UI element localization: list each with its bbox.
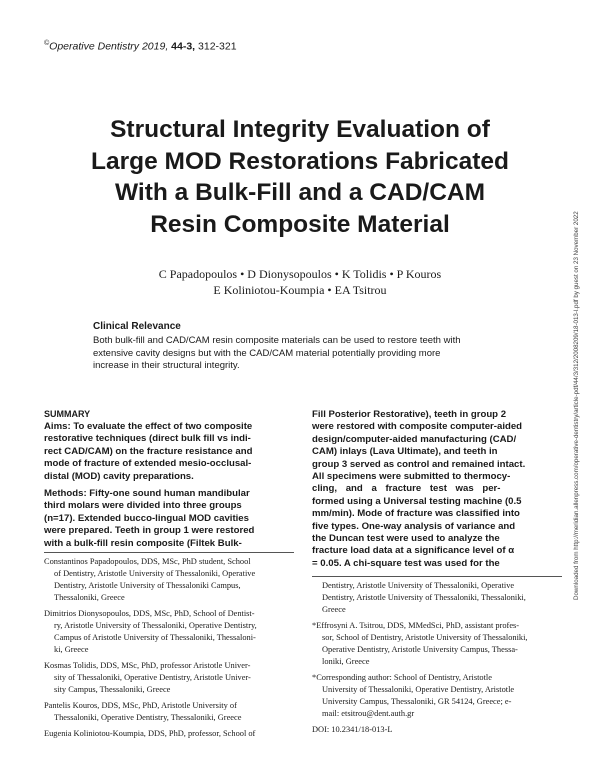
affiliation-entry (312, 580, 562, 616)
summary-heading: SUMMARY (44, 409, 91, 419)
text-line: Fill Posterior Restorative), teeth in group 2 (312, 409, 507, 420)
text-line: third molars were divided into three groups (44, 500, 242, 512)
text-line: fracture load data at a significance level of α (312, 545, 515, 557)
article-title (40, 114, 560, 240)
footnote-divider-left (44, 552, 294, 553)
text-line: design/computer-aided manufacturing (CAD/ (312, 433, 517, 445)
text-line: ry, Aristotle University of Thessaloniki, Operative Dentistry, (54, 621, 257, 630)
text-line: with a bulk-fill resin composite (Filtek Bulk- (44, 537, 242, 549)
journal-name: Operative Dentistry (49, 40, 140, 53)
text-line: Methods: Fifty-one sound human mandibular (44, 488, 250, 500)
affiliation-entry (312, 672, 562, 720)
text-line: Constantinos Papadopoulos, DDS, MSc, PhD student, School (44, 557, 251, 566)
text-line: *Effrosyni A. Tsitrou, DDS, MMedSci, PhD, assistant profes- (312, 621, 520, 630)
text-line: Greece (322, 605, 346, 614)
download-watermark-text: Downloaded from http://meridian.allenpress.com/operative-dentistry/article-pdf/44/3/312/2008209/18-013-l.pdf by guest on 23 November 2022 (573, 211, 580, 600)
text-line: sity of Thessaloniki, Operative Dentistry, Aristotle Univer- (54, 673, 251, 682)
affiliation-entry (44, 728, 294, 740)
journal-volume: 44-3, (171, 40, 196, 53)
text-line: Both bulk-fill and CAD/CAM resin composite materials can be used to restore teeth with (93, 335, 461, 346)
summary-column-right (312, 409, 562, 570)
summary-methods-continued (312, 409, 562, 570)
text-line: Eugenia Koliniotou-Koumpia, DDS, PhD, professor, School of (44, 729, 256, 738)
affiliation-entry (312, 620, 562, 668)
clinical-relevance-text (93, 335, 513, 373)
text-line: Pantelis Kouros, DDS, MSc, PhD, Aristotle University of (44, 701, 237, 710)
text-line: cling, and a fracture test was per- (312, 483, 501, 495)
text-line: (n=17). Extended bucco-lingual MOD cavities (44, 512, 249, 524)
text-line: Dentistry, Aristotle University of Thessaloniki, Operative (322, 581, 515, 590)
text-line: loniki, Greece (322, 657, 370, 666)
clinical-relevance-heading: Clinical Relevance (93, 321, 181, 332)
text-line: Thessaloniki, Greece (54, 593, 125, 602)
author-line: E Koliniotou-Koumpia • EA Tsitrou (213, 283, 387, 297)
text-line: All specimens were submitted to thermocy- (312, 471, 511, 483)
affiliation-entry (44, 700, 294, 724)
text-line: formed using a Universal testing machine (0.5 (312, 495, 522, 507)
text-line: *Corresponding author: School of Dentistry, Aristotle (312, 673, 492, 682)
affiliation-entry (44, 556, 294, 604)
copyright-symbol: © (44, 40, 50, 47)
journal-citation (44, 40, 237, 53)
text-line: extensive cavity designs but with the CAD/CAM material potentially providing more (93, 347, 441, 359)
text-line: were prepared. Teeth in group 1 were restored (44, 525, 255, 537)
text-line: increase in their structural integrity. (93, 360, 240, 371)
text-line: University Campus, Thessaloniki, GR 54124, Greece; e- (322, 697, 512, 706)
affiliations-right (312, 580, 562, 740)
text-line: the Duncan test were used to analyze the (312, 533, 500, 545)
clinical-relevance (93, 321, 513, 373)
text-line: Kosmas Tolidis, DDS, MSc, PhD, professor Aristotle Univer- (44, 661, 251, 670)
journal-pages: 312-321 (198, 40, 237, 53)
affiliation-entry (44, 608, 294, 656)
text-line: were restored with composite computer-aided (312, 421, 523, 433)
text-line: Dentistry, Aristotle University of Thessaloniki, Thessaloniki, (322, 593, 526, 602)
affiliations-left (44, 556, 294, 744)
download-watermark (573, 196, 582, 600)
text-line: rect CAD/CAM) on the fracture resistance and (44, 445, 253, 457)
summary-aims (44, 421, 294, 483)
journal-year: 2019, (141, 40, 169, 53)
text-line: distal (MOD) cavity preparations. (44, 470, 194, 482)
title-line: Resin Composite Material (150, 210, 450, 238)
title-line: Structural Integrity Evaluation of (110, 116, 490, 143)
text-line: mode of fracture of extended mesio-occlusal- (44, 458, 252, 470)
text-line: mail: etsitrou@dent.auth.gr (322, 709, 415, 718)
summary-methods (44, 488, 294, 550)
text-line: = 0.05. A chi-square test was used for the (312, 557, 500, 569)
affiliation-entry (44, 660, 294, 696)
text-line: CAM) inlays (Lava Ultimate), and teeth in (312, 446, 498, 458)
text-line: Thessaloniki, Operative Dentistry, Thessaloniki, Greece (54, 713, 242, 722)
text-line: five types. One-way analysis of variance and (312, 520, 516, 532)
text-line: Dentistry, Aristotle University of Thessaloniki Campus, (54, 581, 241, 590)
footnote-divider-right (312, 576, 562, 577)
title-line: Large MOD Restorations Fabricated (91, 147, 509, 175)
text-line: restorative techniques (direct bulk fill vs indi- (44, 433, 251, 445)
text-line: University of Thessaloniki, Operative Dentistry, Aristotle (322, 685, 515, 694)
title-line: With a Bulk-Fill and a CAD/CAM (114, 179, 485, 206)
text-line: sity Campus, Thessaloniki, Greece (54, 685, 171, 694)
text-line: sor, School of Dentistry, Aristotle University of Thessaloniki, (322, 633, 528, 642)
summary-column-left (44, 409, 294, 550)
author-list (40, 266, 560, 298)
text-line: mm/min). Mode of fracture was classified into (312, 508, 520, 520)
text-line: Dimitrios Dionysopoulos, DDS, MSc, PhD, School of Dentist- (44, 609, 255, 618)
text-line: Campus of Aristotle University of Thessaloniki, Thessaloni- (54, 633, 256, 642)
doi[interactable]: DOI: 10.2341/18-013-L (312, 725, 393, 734)
text-line: ki, Greece (54, 645, 89, 654)
text-line: of Dentistry, Aristotle University of Thessaloniki, Operative (54, 569, 256, 578)
text-line: Aims: To evaluate the effect of two composite (44, 421, 253, 432)
text-line: Operative Dentistry, Aristotle University Campus, Thessa- (322, 645, 518, 654)
author-line: C Papadopoulos • D Dionysopoulos • K Tolidis • P Kouros (158, 267, 442, 281)
text-line: group 3 served as control and remained intact. (312, 458, 526, 470)
